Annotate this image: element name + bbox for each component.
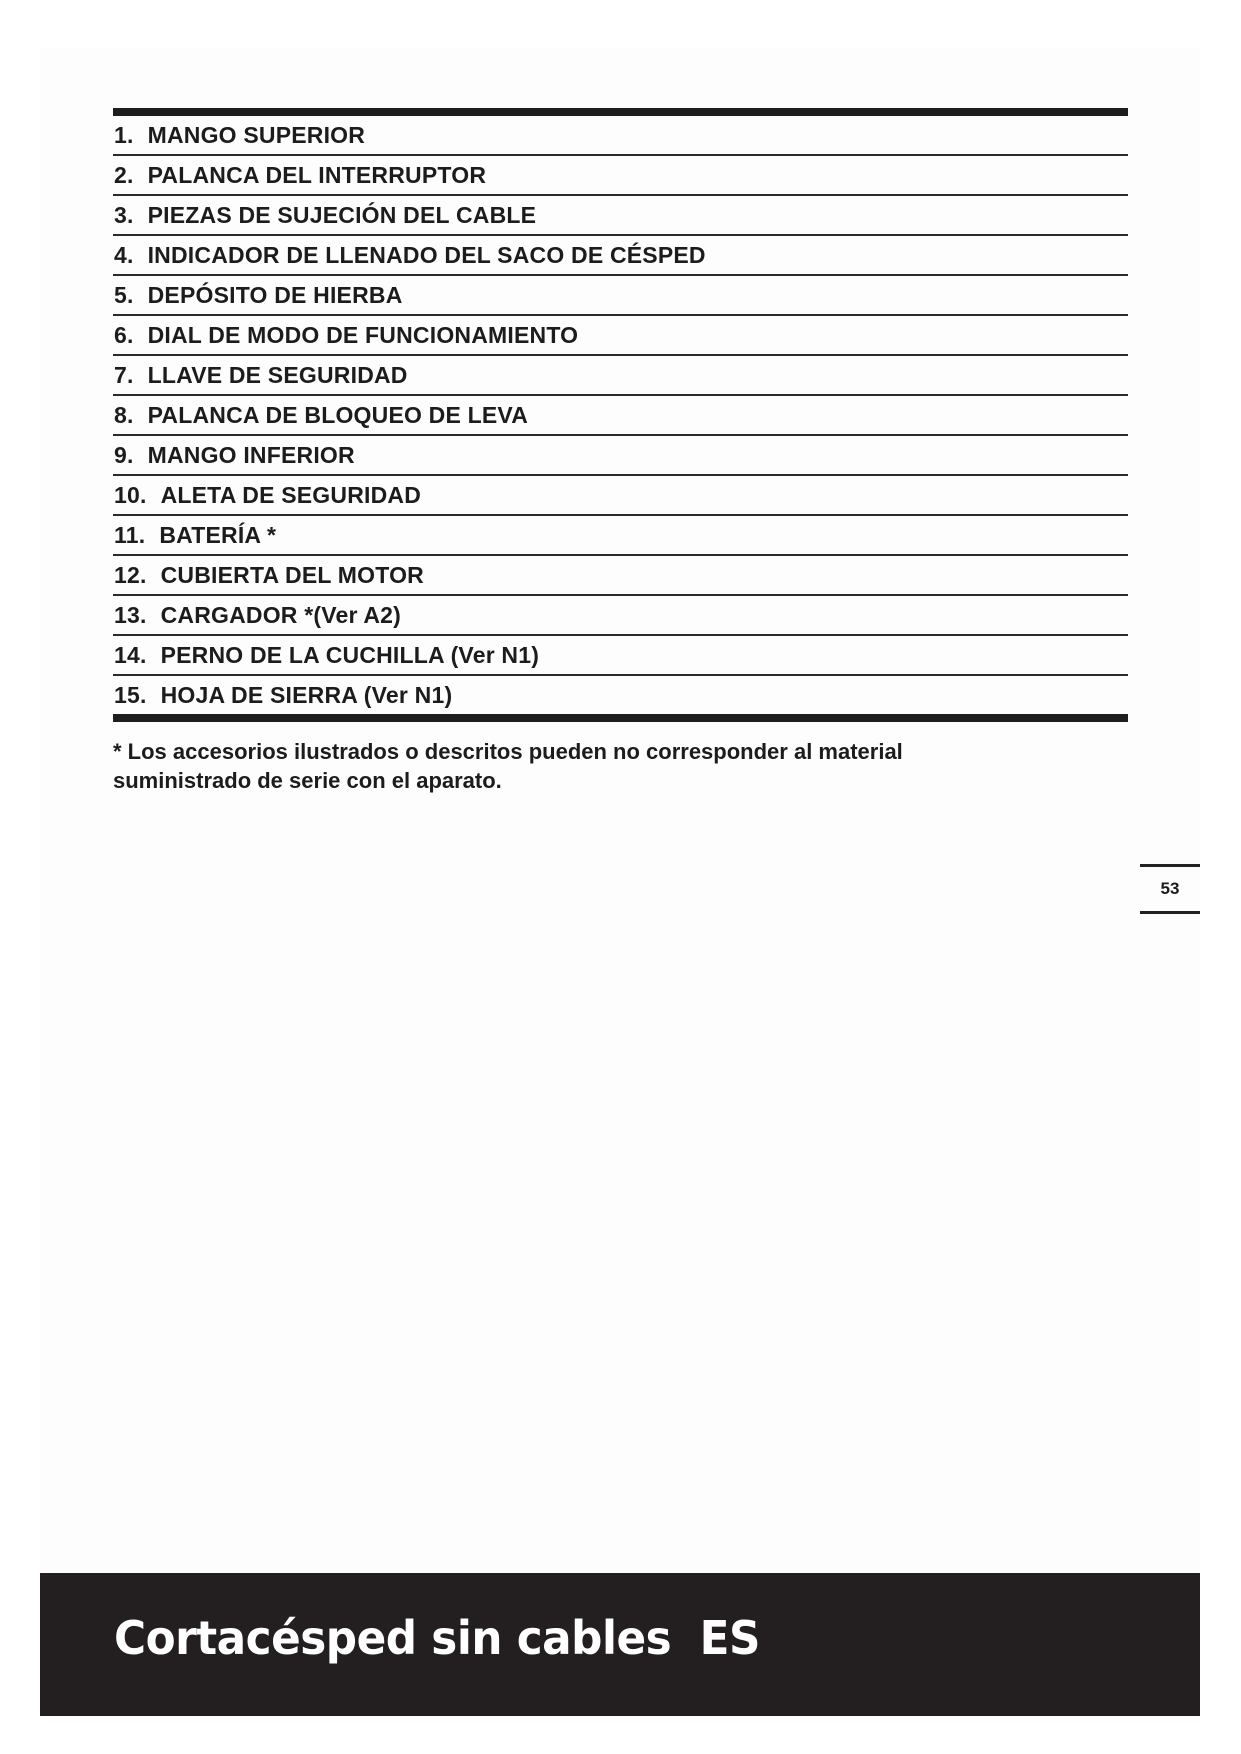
- parts-list-row: [113, 676, 1128, 714]
- part-name: PALANCA DE BLOQUEO DE LEVA: [147, 401, 529, 428]
- part-name: MANGO SUPERIOR: [147, 121, 366, 148]
- parts-list-row: [113, 356, 1128, 396]
- part-name: HOJA DE SIERRA (Ver N1): [160, 681, 453, 708]
- accessories-footnote: [113, 737, 1113, 795]
- footer-banner: [40, 1573, 1200, 1716]
- part-number: 9.: [114, 441, 134, 468]
- parts-list: [113, 108, 1128, 722]
- part-name: LLAVE DE SEGURIDAD: [147, 361, 408, 388]
- part-number: 6.: [114, 321, 134, 348]
- parts-list-row: [113, 436, 1128, 476]
- part-name: ALETA DE SEGURIDAD: [160, 481, 422, 508]
- parts-list-row: [113, 156, 1128, 196]
- page-number: [1140, 864, 1200, 914]
- part-name: CARGADOR *(Ver A2): [160, 601, 402, 628]
- part-number: 1.: [114, 121, 134, 148]
- part-number: 10.: [114, 481, 147, 508]
- footer-title: [114, 1611, 760, 1665]
- product-title: Cortacésped sin cables: [114, 1611, 672, 1665]
- part-name: BATERÍA *: [159, 521, 277, 548]
- part-name: MANGO INFERIOR: [147, 441, 355, 468]
- part-name: CUBIERTA DEL MOTOR: [160, 561, 424, 588]
- part-number: 13.: [114, 601, 147, 628]
- part-number: 15.: [114, 681, 147, 708]
- parts-list-row: [113, 116, 1128, 156]
- parts-list-row: [113, 516, 1128, 556]
- part-number: 14.: [114, 641, 147, 668]
- parts-list-row: [113, 276, 1128, 316]
- parts-list-row: [113, 396, 1128, 436]
- parts-list-row: [113, 196, 1128, 236]
- part-number: 12.: [114, 561, 147, 588]
- part-name: PALANCA DEL INTERRUPTOR: [147, 161, 487, 188]
- part-number: 2.: [114, 161, 134, 188]
- parts-list-row: [113, 596, 1128, 636]
- footnote-line: * Los accesorios ilustrados o descritos pueden no corresponder al material: [113, 739, 903, 764]
- part-name: PIEZAS DE SUJECIÓN DEL CABLE: [147, 201, 537, 228]
- language-code: ES: [699, 1611, 761, 1665]
- part-number: 5.: [114, 281, 134, 308]
- page-number-label: 53: [1160, 879, 1180, 898]
- part-name: INDICADOR DE LLENADO DEL SACO DE CÉSPED: [147, 241, 706, 268]
- part-name: PERNO DE LA CUCHILLA (Ver N1): [160, 641, 540, 668]
- part-name: DEPÓSITO DE HIERBA: [147, 281, 403, 308]
- parts-list-row: [113, 556, 1128, 596]
- part-number: 7.: [114, 361, 134, 388]
- parts-list-row: [113, 236, 1128, 276]
- parts-list-row: [113, 476, 1128, 516]
- part-number: 8.: [114, 401, 134, 428]
- part-number: 11.: [114, 521, 146, 548]
- parts-list-row: [113, 636, 1128, 676]
- parts-list-row: [113, 316, 1128, 356]
- part-name: DIAL DE MODO DE FUNCIONAMIENTO: [147, 321, 579, 348]
- part-number: 4.: [114, 241, 134, 268]
- part-number: 3.: [114, 201, 134, 228]
- footnote-line: suministrado de serie con el aparato.: [113, 768, 502, 793]
